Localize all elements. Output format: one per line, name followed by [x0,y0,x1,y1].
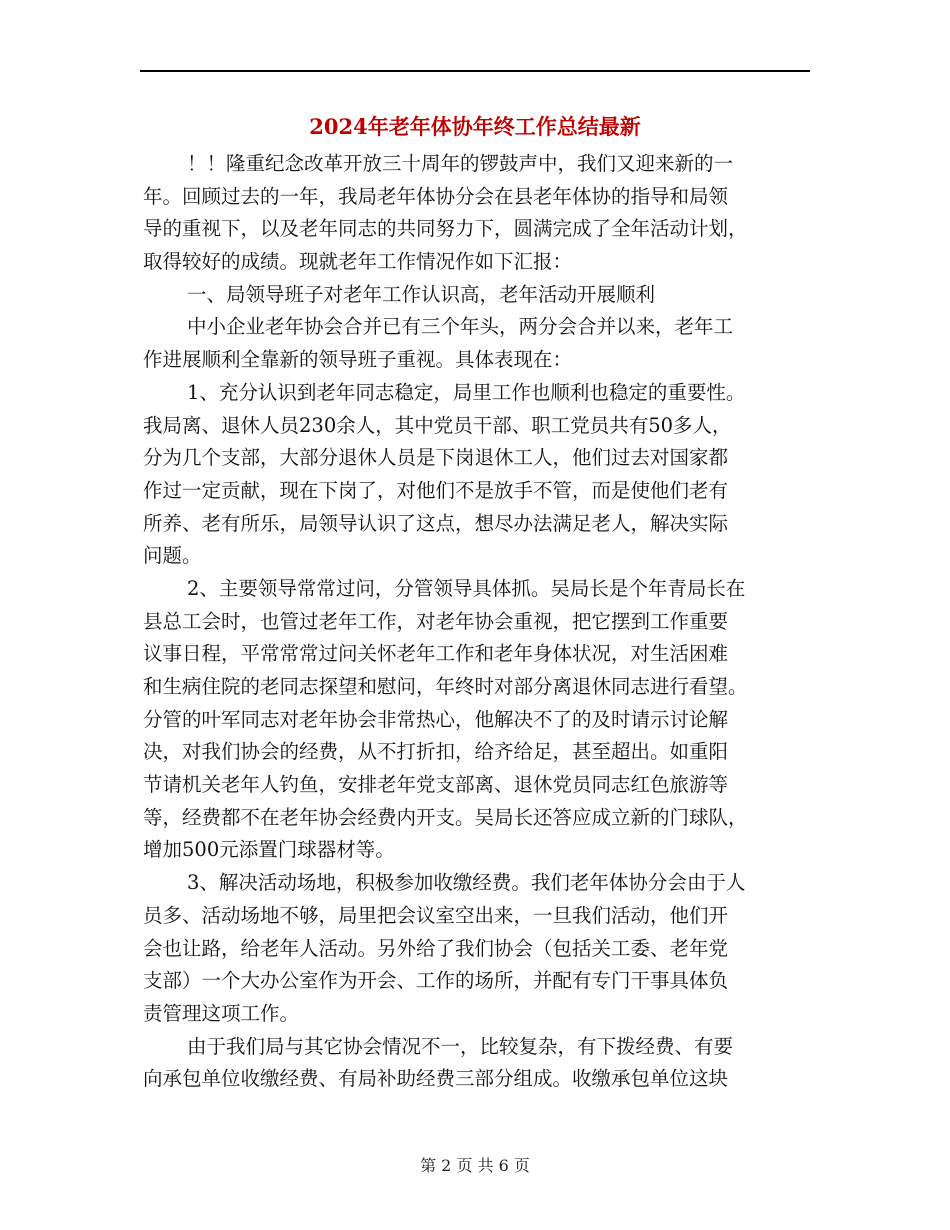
text-line: 所养、老有所乐，局领导认识了这点，想尽办法满足老人，解决实际 [143,511,729,535]
text-line: 中小企业老年协会合并已有三个年头，两分会合并以来，老年工 [187,315,734,339]
page-number-footer: 第 2 页 共 6 页 [420,1156,530,1175]
text-line: 会也让路，给老年人活动。另外给了我们协会（包括关工委、老年党 [143,936,729,960]
text-line: 3、解决活动场地，积极参加收缴经费。我们老年体协分会由于人 [187,871,746,895]
text-line: 分管的叶军同志对老年协会非常热心，他解决不了的及时请示讨论解 [143,707,729,731]
text-line: 和生病住院的老同志探望和慰问，年终时对部分离退休同志进行看望。 [143,675,748,698]
document-title: 2024年老年体协年终工作总结最新 [309,114,641,139]
text-line: ！！隆重纪念改革开放三十周年的锣鼓声中，我们又迎来新的一 [187,152,734,175]
text-line: 议事日程，平常常常过问关怀老年工作和老年身体状况，对生活困难 [143,642,729,666]
document-body [143,148,811,1096]
text-line: 作过一定贡献，现在下岗了，对他们不是放手不管，而是使他们老有 [143,478,729,502]
header-rule [140,70,810,72]
text-line: 我局离、退休人员230余人，其中党员干部、职工党员共有50多人， [143,413,732,437]
text-line: 增加500元添置门球器材等。 [143,838,395,862]
text-line: 问题。 [143,544,202,568]
text-line: 员多、活动场地不够，局里把会议室空出来，一旦我们活动，他们开 [143,903,729,927]
text-line: 等，经费都不在老年协会经费内开支。吴局长还答应成立新的门球队， [143,805,748,829]
text-line: 作进展顺利全靠新的领导班子重视。具体表现在： [143,348,573,372]
text-line: 决，对我们协会的经费，从不打折扣，给齐给足，甚至超出。如重阳 [143,740,729,764]
text-line: 取得较好的成绩。现就老年工作情况作如下汇报： [143,250,573,274]
text-line: 向承包单位收缴经费、有局补助经费三部分组成。收缴承包单位这块 [143,1067,729,1091]
text-line: 年。回顾过去的一年，我局老年体协分会在县老年体协的指导和局领 [143,184,729,208]
text-line: 2、主要领导常常过问，分管领导具体抓。吴局长是个年青局长在 [187,576,746,600]
text-line: 责管理这项工作。 [143,1001,300,1025]
text-line: 支部）一个大办公室作为开会、工作的场所，并配有专门干事具体负 [143,969,729,993]
text-line: 县总工会时，也管过老年工作，对老年协会重视，把它摆到工作重要 [143,609,729,633]
section-heading: 一、局领导班子对老年工作认识高，老年活动开展顺利 [187,282,656,306]
text-line: 由于我们局与其它协会情况不一，比较复杂，有下拨经费、有要 [187,1034,734,1058]
text-line: 导的重视下，以及老年同志的共同努力下，圆满完成了全年活动计划， [143,217,748,241]
text-line: 节请机关老年人钓鱼，安排老年党支部离、退休党员同志红色旅游等 [143,773,729,797]
text-line: 分为几个支部，大部分退休人员是下岗退休工人，他们过去对国家都 [143,446,729,470]
text-line: 1、充分认识到老年同志稳定，局里工作也顺利也稳定的重要性。 [187,380,746,404]
